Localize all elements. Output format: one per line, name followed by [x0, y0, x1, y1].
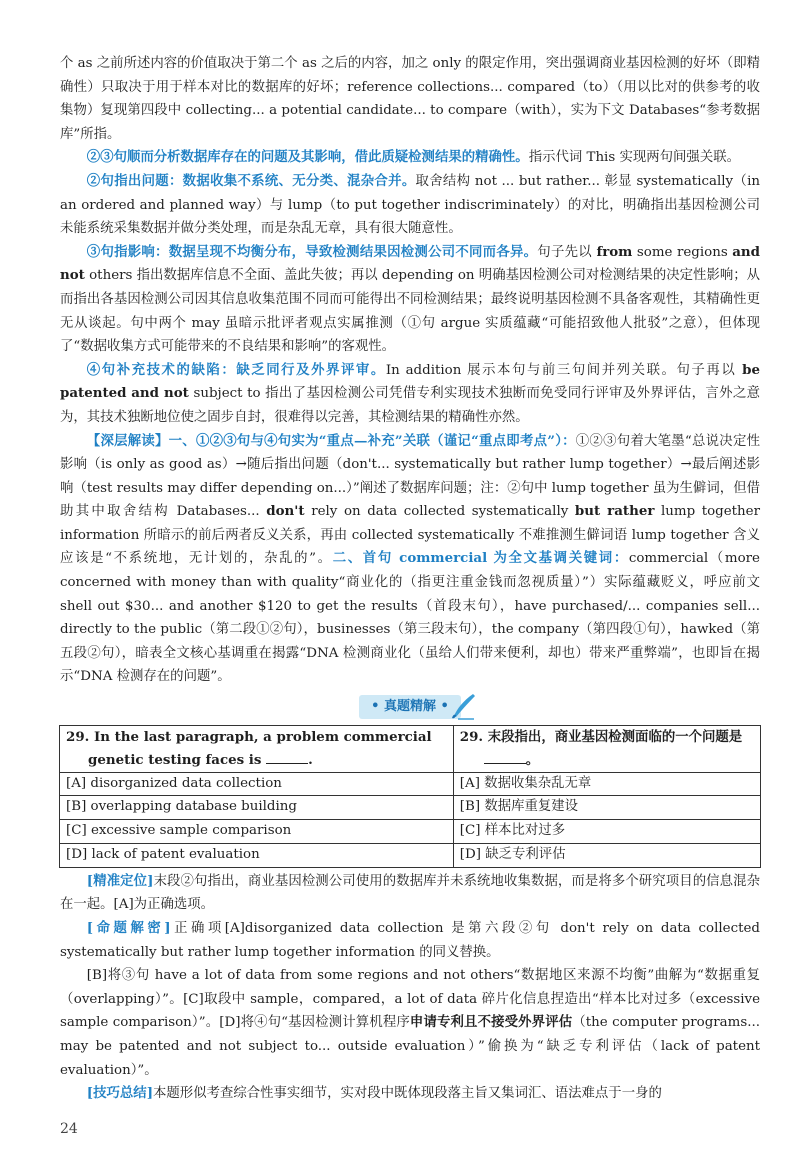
paragraph-text: 指示代词 This 实现两句间强关联。 — [528, 150, 740, 166]
analysis-decode — [60, 917, 760, 964]
bold-keyword: 申请专利且不接受外界评估 — [409, 1014, 573, 1031]
paragraph-text: [B]将③句 have a lot of data from some regions and not others“数据地区来源不均衡”曲解为“数据重复（overlapping）”。[C]取段中 sample，compared，a lot of data 碎片化信息捏造出“样本比对过多（excessive sample comparison）”。[D]将④句“基因检测计算机程序 — [60, 968, 760, 1031]
paragraph-text: In addition 展示本句与前三句间并列关联。句子再以 — [385, 362, 737, 378]
bold-keyword: and not — [60, 243, 761, 284]
answer-blank — [484, 749, 526, 764]
page-content — [60, 52, 760, 1106]
question-stem-line: 29. 末段指出，商业基因检测面临的一个问题是 — [459, 729, 743, 746]
section-title: • 真题精解 • — [359, 695, 461, 719]
option-cn: [B] 数据库重复建设 — [453, 796, 760, 820]
option-en: [B] overlapping database building — [60, 796, 454, 820]
intro-paragraph-3 — [60, 170, 760, 241]
analysis-tips — [60, 1082, 760, 1106]
question-stem-line: 29. In the last paragraph, a problem commercial — [66, 729, 432, 746]
paragraph-text: 取舍结构 not ... but rather... 彰显 systematically（in an ordered and planned way）与 lump（to put together indiscriminately）的对比，明确指出基因检测公司未能系统采集数据并做分类处理，而是杂乱无章，具有很大随意性。 — [60, 173, 760, 237]
analysis-tag: [命题解密] — [86, 920, 171, 936]
paragraph-text: （the computer programs... may be patented and not subject to... outside evaluation）”偷换为“缺乏专利评估（lack of patent evaluation）”。 — [60, 1015, 761, 1078]
question-stem-line — [460, 749, 754, 772]
paragraph-text: commercial（more concerned with money than with quality“商业化的（指更注重金钱而忽视质量）”）实际蕴藏贬义，呼应前文 shell out $30... and another $120 to get the results（首段末句），have purchased/... companies sell... directly to the public（第二段①②句），businesses（第三段末句），the company（第四段①句），hawked（第五段②句），暗表全文核心基调重在揭露“DNA 检测商业化（虽给人们带来便利，却也）带来严重弊端”，也即旨在揭示“DNA 检测存在的问题”。 — [60, 551, 760, 685]
question-stem-row — [60, 726, 761, 773]
option-en: [C] excessive sample comparison — [60, 820, 454, 844]
question-table — [59, 725, 761, 868]
bold-keyword: but rather — [574, 503, 655, 520]
deep-reading-heading: 【深层解读】一、①②③句与④句实为“重点—补充”关联（谨记“重点即考点”）： — [86, 432, 576, 449]
question-stem-text: genetic testing faces is — [88, 751, 262, 768]
point-heading: ②句指出问题：数据收集不系统、无分类、混杂合并。 — [86, 172, 416, 189]
paragraph-text: 本题形似考查综合性事实细节，实对段中既体现段落主旨又集词汇、语法难点于一身的 — [153, 1086, 662, 1102]
question-stem-en — [60, 726, 454, 773]
answer-blank — [266, 749, 308, 764]
paragraph-text: lump together information 所暗示的前后两者反义关系，再由 collected systematically 不难推测生僻词语 lump together 含义应该是“不系统地，无计划的，杂乱的”。 — [60, 504, 761, 567]
question-stem-cn — [453, 726, 760, 773]
bold-keyword: and not — [131, 385, 189, 402]
paragraph-text: subject to 指出了基因检测公司凭借专利实现技术独断而免受同行评审及外界评估，言外之意为，其技术独断地位使之固步自封，很难得以完善，其检测结果的精确性亦然。 — [60, 386, 760, 425]
option-row — [60, 844, 761, 868]
point-heading: ③句指影响：数据呈现不均衡分布，导致检测结果因检测公司不同而各异。 — [86, 243, 538, 260]
analysis-tag: [精准定位] — [86, 872, 154, 889]
intro-paragraph-2 — [60, 146, 760, 170]
point-heading: ②③句顺而分析数据库存在的问题及其影响，借此质疑检测结果的精确性。 — [86, 149, 529, 166]
option-en: [A] disorganized data collection — [60, 772, 454, 796]
paragraph-text: ①②③句着大笔墨“总说决定性影响（is only as good as）→随后指出问题（don't... systematically but rather lump together）→最后阐述影响（test results may differ depending on...）”阐述了数据库问题；注：②句中 lump together 虽为生僻词，但借助其中取舍结构 Databases... — [60, 433, 760, 520]
point-heading: ④句补充技术的缺陷：缺乏同行及外界评审。 — [86, 361, 386, 378]
paragraph-text: others 指出数据库信息不全面、盖此失彼；再以 depending on 明确基因检测公司对检测结果的决定性影响；从而指出各基因检测公司因其信息收集范围不同而可能得出不同检测结果；最终说明基因检测不具备客观性，其精确性更无从谈起。句中两个 may 虽暗示批评者观点实属推测（①句 argue 实质蕴藏“可能招致他人批驳”之意），但体现了“数据收集方式可能带来的不良结果和影响”的客观性。 — [60, 268, 761, 355]
deep-reading-heading-2: 二、首句 commercial 为全文基调关键词： — [332, 550, 629, 567]
paragraph-text: some regions — [636, 244, 728, 260]
page-number: 24 — [60, 1121, 78, 1137]
paragraph-text: 句子先以 — [537, 244, 592, 260]
intro-paragraph-5 — [60, 359, 760, 430]
option-en: [D] lack of patent evaluation — [60, 844, 454, 868]
paragraph-text: 正确项[A]disorganized data collection 是第六段②句 don't rely on data collected systematically but rather lump together information 的同义替换。 — [60, 921, 760, 960]
intro-paragraph-1: 个 as 之前所述内容的价值取决于第二个 as 之后的内容，加之 only 的限定作用，突出强调商业基因检测的好坏（即精确性）只取决于用于样本对比的数据库的好坏；reference collections... compared（to）（用以比对的供参考的收集物）复现第四段中 collecting... a potential candidate... to compare（with），实为下文 Databases“参考数据库”所指。 — [60, 56, 760, 142]
question-stem-end: . — [308, 751, 313, 768]
section-title-bar — [60, 691, 760, 723]
option-cn: [C] 样本比对过多 — [453, 820, 760, 844]
option-row — [60, 772, 761, 796]
bold-keyword: don't — [266, 503, 305, 520]
analysis-tag: [技巧总结] — [86, 1085, 154, 1102]
brush-icon — [448, 691, 478, 721]
analysis-location — [60, 870, 760, 917]
option-cn: [A] 数据收集杂乱无章 — [453, 772, 760, 796]
question-stem-line — [66, 749, 447, 772]
bold-keyword: from — [596, 243, 633, 260]
option-row — [60, 796, 761, 820]
deep-reading-paragraph — [60, 430, 760, 690]
intro-paragraph-4 — [60, 241, 760, 359]
bold-keyword: be patented — [60, 361, 761, 402]
option-cn: [D] 缺乏专利评估 — [453, 844, 760, 868]
paragraph-text: rely on data collected systematically — [311, 504, 569, 520]
option-row — [60, 820, 761, 844]
question-stem-end: 。 — [525, 751, 540, 768]
paragraph-text: 末段②句指出，商业基因检测公司使用的数据库并未系统地收集数据，而是将多个研究项目的信息混杂在一起。[A]为正确选项。 — [60, 873, 761, 913]
analysis-distractors — [60, 964, 760, 1082]
